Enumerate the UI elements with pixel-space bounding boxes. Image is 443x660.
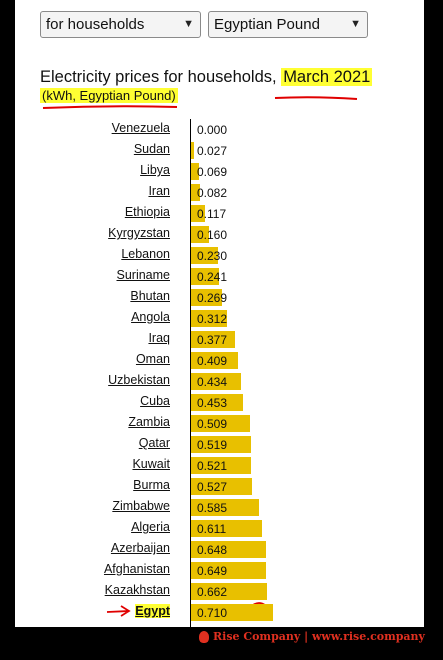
country-link[interactable]: Angola bbox=[131, 310, 170, 324]
country-link[interactable]: Iraq bbox=[148, 331, 170, 345]
customer-type-select[interactable] bbox=[40, 11, 201, 38]
title-text: Electricity prices for households, bbox=[40, 68, 282, 86]
bar-value-label: 0.662 bbox=[197, 585, 228, 599]
chart-row bbox=[15, 350, 424, 371]
bar-value-label: 0.519 bbox=[197, 438, 228, 452]
bar-value-label: 0.611 bbox=[197, 522, 227, 536]
chart-row bbox=[15, 140, 424, 161]
bar-value-label: 0.527 bbox=[197, 480, 228, 494]
bar bbox=[191, 142, 194, 159]
chart-row bbox=[15, 203, 424, 224]
country-link[interactable]: Zambia bbox=[128, 415, 170, 429]
chart-row bbox=[15, 539, 424, 560]
bar-value-label: 0.521 bbox=[197, 459, 228, 473]
content-panel bbox=[15, 0, 424, 627]
chart-row bbox=[15, 182, 424, 203]
country-link[interactable]: Uzbekistan bbox=[108, 373, 170, 387]
country-link[interactable]: Zimbabwe bbox=[112, 499, 170, 513]
chart-row bbox=[15, 497, 424, 518]
chevron-down-icon: ▼ bbox=[350, 18, 361, 30]
country-link[interactable]: Lebanon bbox=[121, 247, 170, 261]
country-link[interactable]: Venezuela bbox=[111, 121, 170, 135]
chart-row bbox=[15, 224, 424, 245]
country-link[interactable]: Sudan bbox=[133, 142, 170, 156]
country-link[interactable]: Azerbaijan bbox=[110, 541, 170, 555]
bar-value-label: 0.434 bbox=[197, 375, 228, 389]
bar-value-label: 0.117 bbox=[197, 207, 227, 221]
chart-row bbox=[15, 602, 424, 623]
country-link[interactable]: Ethiopia bbox=[124, 205, 170, 219]
country-link[interactable]: Kuwait bbox=[132, 457, 170, 471]
currency-select[interactable] bbox=[208, 11, 368, 38]
bar-value-label: 0.027 bbox=[197, 144, 228, 158]
bar-value-label: 0.453 bbox=[197, 396, 228, 410]
country-link[interactable]: Kyrgyzstan bbox=[108, 226, 170, 240]
chart-row bbox=[15, 560, 424, 581]
bar-value-label: 0.230 bbox=[197, 249, 228, 263]
subtitle-underline-stroke bbox=[43, 106, 177, 108]
flame-logo-icon bbox=[199, 631, 209, 643]
bar-value-label: 0.648 bbox=[197, 543, 228, 557]
chart-row bbox=[15, 119, 424, 140]
country-link[interactable]: Bhutan bbox=[130, 289, 170, 303]
chart-row bbox=[15, 476, 424, 497]
chart-row bbox=[15, 434, 424, 455]
bar-value-label: 0.710 bbox=[197, 606, 228, 620]
chart-title bbox=[40, 68, 372, 87]
chevron-down-icon: ▼ bbox=[183, 18, 194, 30]
country-link[interactable]: Libya bbox=[140, 163, 170, 177]
bar-value-label: 0.241 bbox=[197, 270, 228, 284]
customer-type-value: for households bbox=[46, 16, 145, 33]
chart-row bbox=[15, 392, 424, 413]
chart-row bbox=[15, 308, 424, 329]
country-link[interactable]: Algeria bbox=[131, 520, 170, 534]
country-link[interactable]: Kazakhstan bbox=[104, 583, 170, 597]
chart-row bbox=[15, 518, 424, 539]
chart-row bbox=[15, 287, 424, 308]
brand-text: Rise Company | www.rise.company bbox=[213, 630, 425, 643]
bar-value-label: 0.649 bbox=[197, 564, 228, 578]
chart-row bbox=[15, 413, 424, 434]
brand-watermark bbox=[193, 627, 423, 647]
bar-value-label: 0.509 bbox=[197, 417, 228, 431]
title-date: March 2021 bbox=[283, 68, 371, 86]
chart-row bbox=[15, 581, 424, 602]
bar-value-label: 0.409 bbox=[197, 354, 228, 368]
bar-value-label: 0.585 bbox=[197, 501, 228, 515]
chart-row bbox=[15, 266, 424, 287]
country-link[interactable]: Afghanistan bbox=[103, 562, 170, 576]
chart-subtitle: (kWh, Egyptian Pound) bbox=[42, 88, 176, 103]
bar-value-label: 0.000 bbox=[197, 123, 228, 137]
country-link[interactable]: Oman bbox=[135, 352, 170, 366]
country-link[interactable]: Cuba bbox=[140, 394, 170, 408]
chart-row bbox=[15, 455, 424, 476]
country-link[interactable]: Iran bbox=[148, 184, 170, 198]
chart-row bbox=[15, 371, 424, 392]
bar-value-label: 0.069 bbox=[197, 165, 228, 179]
date-underline-stroke bbox=[275, 97, 357, 99]
country-link[interactable]: Qatar bbox=[138, 436, 170, 450]
chart-row bbox=[15, 245, 424, 266]
bar-value-label: 0.269 bbox=[197, 291, 228, 305]
country-link[interactable]: Egypt bbox=[135, 604, 170, 618]
chart-row bbox=[15, 161, 424, 182]
chart-row bbox=[15, 329, 424, 350]
bar-value-label: 0.312 bbox=[197, 312, 228, 326]
bar-value-label: 0.377 bbox=[197, 333, 228, 347]
bar-value-label: 0.082 bbox=[197, 186, 228, 200]
country-link[interactable]: Burma bbox=[133, 478, 170, 492]
bar-value-label: 0.160 bbox=[197, 228, 228, 242]
country-link[interactable]: Suriname bbox=[116, 268, 170, 282]
currency-value: Egyptian Pound bbox=[214, 16, 320, 33]
